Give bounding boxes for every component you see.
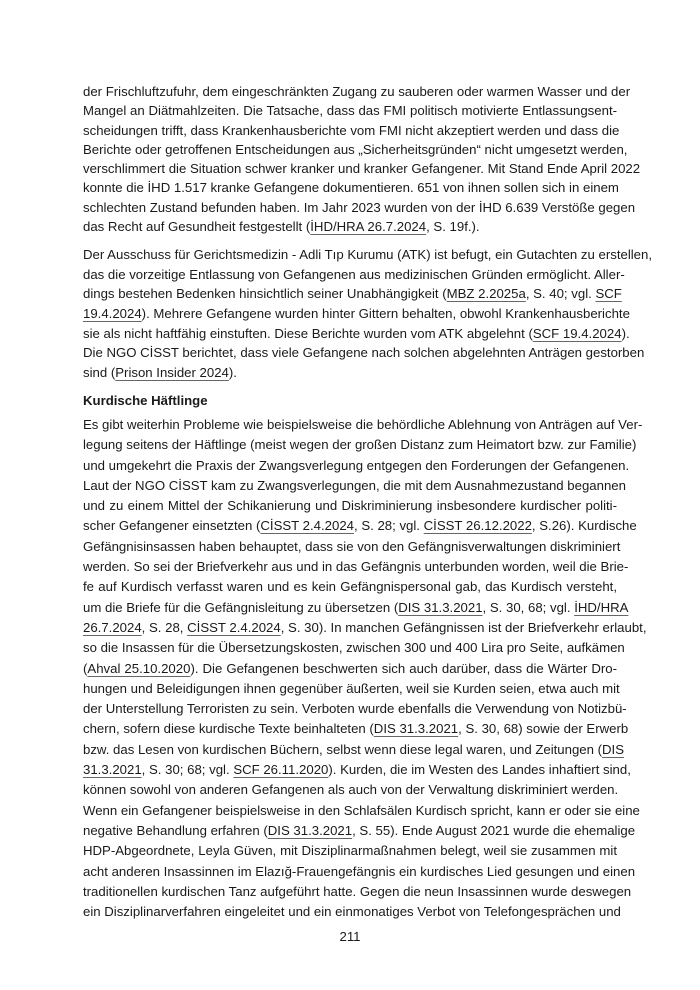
text-line: HDP-Abgeordnete, Leyla Güven, mit Disziplinarmaßnahmen belegt, weil sie zusammen mit: [83, 843, 617, 859]
paragraph-atk: [83, 245, 653, 383]
text-line: scheidungen trifft, dass Krankenhausberichte vom FMI nicht akzeptiert werden und dass die: [83, 122, 620, 138]
text-line: chern, sofern diese kurdische Texte beinhalteten (DIS 31.3.2021, S. 30, 68) sowie der Erwerb: [83, 721, 629, 737]
section-heading: Kurdische Häftlinge: [83, 393, 208, 408]
paragraph-health: [83, 82, 641, 236]
text-line: hungen und Beleidigungen ihnen gegenüber äußerten, weil sie Kurden seien, etwa auch mit: [83, 680, 620, 696]
text-line: negative Behandlung erfahren (DIS 31.3.2021, S. 55). Ende August 2021 wurde die ehemalige: [83, 822, 636, 838]
citation-link[interactable]: CİSST 2.4.2024: [260, 518, 354, 534]
text-line: 19.4.2024). Mehrere Gefangene wurden hinter Gittern behalten, obwohl Krankenhausberichte: [83, 306, 630, 322]
text-line: schlechten Zustand befunden haben. Im Jahr 2023 wurden von der İHD 6.639 Verstöße gegen: [83, 199, 636, 215]
citation-link[interactable]: DIS 31.3.2021: [267, 822, 353, 838]
text-line: Wenn ein Gefangener beispielsweise in den Schlafsälen Kurdisch spricht, kann er oder sie eine: [83, 802, 640, 818]
text-line: Mangel an Diätmahlzeiten. Die Tatsache, dass das FMI politisch motivierte Entlassungsent-: [83, 103, 617, 119]
text-line: Die NGO CİSST berichtet, dass viele Gefangene nach solchen abgelehnten Anträgen gestorben: [83, 345, 645, 361]
text-line: acht anderen Insassinnen im Elazığ-Frauengefängnis ein kurdisches Lied gesungen und einen: [83, 863, 636, 879]
citation-link[interactable]: SCF 26.11.2020: [233, 762, 329, 778]
citation-link[interactable]: CİSST 26.12.2022: [423, 518, 532, 534]
text-line: das die vorzeitige Entlassung von Gefangenen aus medizinischen Gründen ermöglicht. Aller-: [83, 266, 625, 282]
text-line: Es gibt weiterhin Probleme wie beispielsweise die behördliche Ablehnung von Anträgen auf Ver-: [83, 417, 643, 432]
text-line: Gefängnisinsassen haben behauptet, dass sie von den Gefängnisverwaltungen diskriminiert: [83, 538, 621, 554]
text-line: verschlimmert die Situation schwer kranker und kranker Gefangener. Mit Stand Ende April 2022: [83, 161, 641, 177]
text-line: der Unterstellung Terroristen zu sein. Verboten wurde ebenfalls die Verwendung von Notizbü-: [83, 701, 627, 717]
text-line: um die Briefe für die Gefängnisleitung zu übersetzen (DIS 31.3.2021, S. 30, 68; vgl. İHD/HRA: [83, 599, 629, 615]
citation-link[interactable]: DIS 31.3.2021: [398, 599, 483, 615]
text-line: können sowohl von anderen Gefangenen als auch von der Verwaltung diskriminiert werden.: [83, 782, 619, 798]
text-line: sind (Prison Insider 2024).: [83, 365, 237, 381]
citation-link[interactable]: İHD/HRA: [574, 599, 629, 615]
text-line: konnte die İHD 1.517 kranke Gefangene dokumentieren. 651 von ihnen sollen sich in einem: [83, 180, 619, 196]
citation-link[interactable]: Prison Insider 2024: [115, 365, 229, 381]
text-line: Der Ausschuss für Gerichtsmedizin - Adli Tıp Kurumu (ATK) ist befugt, ein Gutachten zu erstellen,: [83, 247, 653, 262]
text-line: (Ahval 25.10.2020). Die Gefangenen beschwerten sich auch darüber, dass die Wärter Dro-: [83, 660, 618, 676]
citation-link[interactable]: DIS: [602, 741, 625, 757]
citation-link[interactable]: SCF: [595, 286, 622, 302]
citation-link[interactable]: Ahval 25.10.2020: [87, 660, 191, 676]
citation-link[interactable]: 19.4.2024: [83, 306, 142, 322]
citation-link[interactable]: MBZ 2.2025a: [446, 286, 526, 302]
text-line: so die Insassen für die Übersetzungskosten, zwischen 300 und 400 Lira pro Seite, aufkämen: [83, 640, 625, 656]
citation-link[interactable]: CİSST 2.4.2024: [187, 619, 281, 635]
citation-link[interactable]: SCF 19.4.2024: [532, 325, 622, 341]
text-line: 31.3.2021, S. 30; 68; vgl. SCF 26.11.2020). Kurden, die im Westen des Landes inhaftiert sind,: [83, 762, 631, 778]
text-line: fe auf Kurdisch verfasst waren und es kein Gefängnispersonal gab, das Kurdisch versteht,: [83, 579, 617, 595]
citation-link[interactable]: 31.3.2021: [83, 762, 142, 778]
citation-link[interactable]: 26.7.2024: [83, 619, 142, 635]
text-line: legung seitens der Häftlinge (meist wegen der großen Distanz zum Heimatort bzw. zur Familie): [83, 437, 637, 453]
text-line: scher Gefangener einsetzten (CİSST 2.4.2024, S. 28; vgl. CİSST 26.12.2022, S.26). Kurdische: [83, 518, 637, 534]
text-line: Berichte oder getroffenen Entscheidungen aus „Sicherheitsgründen“ nicht umgesetzt werden,: [83, 141, 628, 157]
text-line: werden. So sei der Briefverkehr aus und in das Gefängnis unterbunden worden, weil die Brie-: [83, 559, 629, 575]
text-line: ein Disziplinarverfahren eingeleitet und ein einmonatiges Verbot von Telefongesprächen und: [83, 904, 621, 920]
text-line: Laut der NGO CİSST kam zu Zwangsverlegungen, die mit dem Ausnahmezustand begannen: [83, 477, 626, 493]
paragraph-kurdish-prisoners: [83, 415, 647, 922]
text-line: bzw. das Lesen von kurdischen Büchern, selbst wenn diese legal waren, und Zeitungen (DIS: [83, 741, 625, 757]
text-line: traditionellen kurdischen Tanz aufgeführt hatte. Gegen die neun Insassinnen wurde deswegen: [83, 883, 632, 899]
text-line: der Frischluftzufuhr, dem eingeschränkten Zugang zu sauberen oder warmen Wasser und der: [83, 84, 631, 99]
page-number: 211: [339, 929, 361, 944]
text-line: das Recht auf Gesundheit festgestellt (İHD/HRA 26.7.2024, S. 19f.).: [83, 219, 480, 235]
text-line: und umgekehrt die Praxis der Zwangsverlegung entgegen den Forderungen der Gefangenen.: [83, 457, 630, 473]
text-line: sie als nicht haftfähig einstuften. Diese Berichte wurden vom ATK abgelehnt (SCF 19.4.2024).: [83, 325, 630, 341]
text-line: dings bestehen Bedenken hinsichtlich seiner Unabhängigkeit (MBZ 2.2025a, S. 40; vgl. SCF: [83, 286, 622, 302]
text-line: 26.7.2024, S. 28, CİSST 2.4.2024, S. 30). In manchen Gefängnissen ist der Briefverkehr erlaubt,: [83, 619, 647, 635]
citation-link[interactable]: DIS 31.3.2021: [373, 721, 459, 737]
citation-link[interactable]: İHD/HRA 26.7.2024: [310, 219, 427, 235]
text-line: und zu einem Mittel der Schikanierung und Diskriminierung insbesondere kurdischer politi-: [83, 498, 617, 514]
